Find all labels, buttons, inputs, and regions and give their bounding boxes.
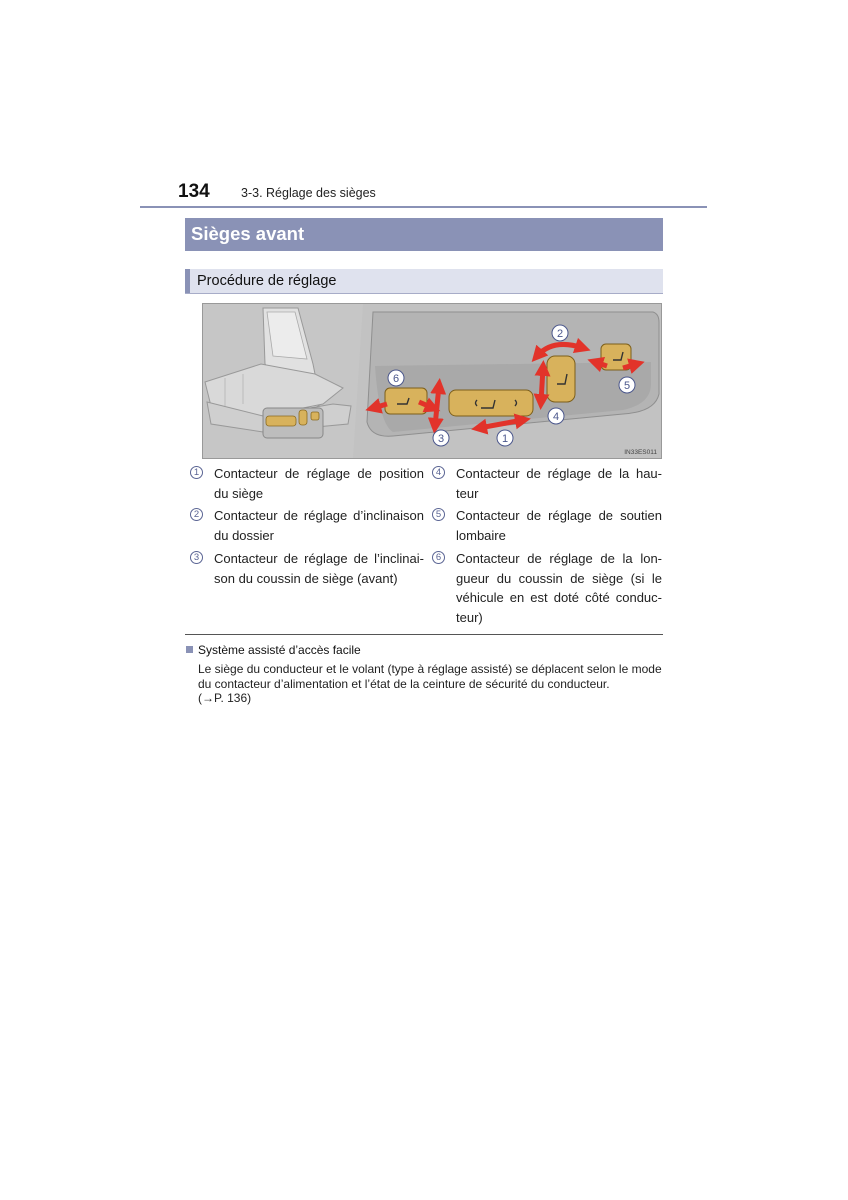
- legend-text: Contacteur de réglage de position du siège: [214, 466, 424, 501]
- recline-switch: [547, 356, 575, 402]
- note-line: Le siège du conducteur et le volant (type à réglage assisté) se déplacent selon le mode: [198, 662, 662, 676]
- legend-number: 4: [432, 466, 445, 479]
- seat-illustration-svg: [203, 304, 661, 458]
- legend-text: Contacteur de réglage de l’inclinai-son du coussin de siège (avant): [214, 551, 424, 586]
- note-divider: [185, 634, 663, 635]
- note-page-reference[interactable]: (→P. 136): [198, 691, 252, 705]
- legend-text: Contacteur de réglage de la hau-teur: [456, 466, 662, 501]
- legend-number: 2: [190, 508, 203, 521]
- subsection-title: Procédure de réglage: [197, 273, 337, 289]
- callout-4-label: 4: [552, 411, 560, 423]
- legend-number: 6: [432, 551, 445, 564]
- legend-text: Contacteur de réglage de la lon-gueur du coussin de siège (si le véhicule en est doté côté conduc-teur): [456, 551, 662, 625]
- section-title: Sièges avant: [191, 223, 305, 244]
- legend-number: 5: [432, 508, 445, 521]
- callout-2-label: 2: [556, 328, 564, 340]
- subsection-accent: [185, 269, 190, 293]
- figure-code: IN33ES011: [624, 449, 657, 456]
- section-title-bar: [185, 218, 663, 251]
- position-switch: [449, 390, 533, 416]
- seat-outline: [205, 308, 351, 438]
- legend-text: Contacteur de réglage de soutien lombaire: [456, 508, 662, 543]
- subsection-title-bar: [185, 269, 663, 294]
- callout-6-label: 6: [392, 373, 400, 385]
- callout-5-label: 5: [623, 380, 631, 392]
- page-number: 134: [178, 181, 210, 202]
- note-line: du contacteur d’alimentation et l’état de la ceinture de sécurité du conducteur.: [198, 676, 610, 691]
- seat-adjustment-illustration: [202, 303, 662, 459]
- section-reference: 3-3. Réglage des sièges: [241, 186, 376, 200]
- note-body: [198, 662, 663, 706]
- header-divider: [140, 206, 707, 208]
- legend-number: 1: [190, 466, 203, 479]
- legend-number: 3: [190, 551, 203, 564]
- note-heading: [186, 643, 361, 657]
- note-title: Système assisté d’accès facile: [198, 643, 361, 657]
- callout-3-label: 3: [437, 433, 445, 445]
- callout-1-label: 1: [501, 433, 509, 445]
- note-bullet-icon: [186, 646, 193, 653]
- legend-text: Contacteur de réglage d’inclinaison du dossier: [214, 508, 424, 543]
